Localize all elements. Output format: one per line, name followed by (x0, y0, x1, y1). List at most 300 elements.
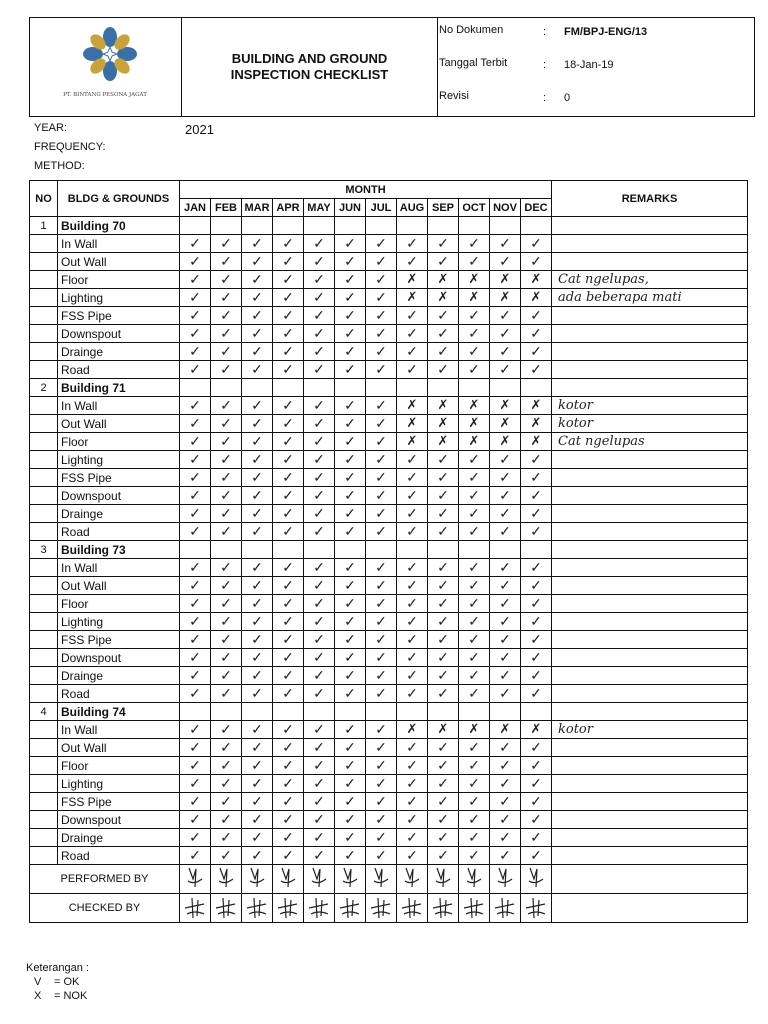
ok-check-mark: ✓ (273, 829, 304, 847)
ok-check-mark: ✓ (180, 793, 211, 811)
ok-check-mark: ✓ (428, 325, 459, 343)
month-header-jun: JUN (335, 199, 366, 217)
remark-text (552, 631, 748, 649)
ok-check-mark: ✓ (211, 649, 242, 667)
ok-check-mark: ✓ (521, 235, 552, 253)
ok-check-mark: ✓ (242, 739, 273, 757)
legend-ok-text: = OK (54, 976, 80, 988)
signature-scribble-icon (459, 865, 488, 890)
signature-cell (180, 865, 211, 894)
frequency-label: FREQUENCY: (34, 141, 106, 153)
ok-check-mark: ✓ (304, 577, 335, 595)
signature-scribble-icon (490, 894, 519, 919)
remark-text (552, 667, 748, 685)
ok-check-mark: ✓ (366, 361, 397, 379)
company-logo-cell (30, 18, 182, 116)
ok-check-mark: ✓ (211, 361, 242, 379)
ok-check-mark: ✓ (490, 793, 521, 811)
ok-check-mark: ✓ (304, 721, 335, 739)
ok-check-mark: ✓ (366, 289, 397, 307)
empty-month-cell (490, 541, 521, 559)
empty-month-cell (490, 379, 521, 397)
ok-check-mark: ✓ (242, 577, 273, 595)
performed-by-row (30, 865, 748, 894)
empty-no-cell (30, 667, 58, 685)
checklist-item-row (30, 307, 748, 325)
empty-month-cell (211, 541, 242, 559)
ok-check-mark: ✓ (180, 577, 211, 595)
checklist-item-row (30, 829, 748, 847)
building-name: Building 71 (58, 379, 180, 397)
ok-check-mark: ✓ (273, 523, 304, 541)
ok-check-mark: ✓ (490, 829, 521, 847)
ok-check-mark: ✓ (397, 253, 428, 271)
checklist-item-row (30, 289, 748, 307)
remark-text: Cat ngelupas, (552, 271, 748, 289)
checklist-item-row (30, 793, 748, 811)
ok-check-mark: ✓ (211, 595, 242, 613)
remark-text (552, 757, 748, 775)
ok-check-mark: ✓ (335, 739, 366, 757)
checklist-item-row (30, 469, 748, 487)
empty-month-cell (366, 379, 397, 397)
ok-check-mark: ✓ (335, 649, 366, 667)
ok-check-mark: ✓ (521, 307, 552, 325)
checklist-item-row (30, 631, 748, 649)
empty-month-cell (521, 217, 552, 235)
col-month-header: MONTH (180, 181, 552, 199)
ok-check-mark: ✓ (304, 469, 335, 487)
ok-check-mark: ✓ (242, 559, 273, 577)
ok-check-mark: ✓ (304, 307, 335, 325)
ok-check-mark: ✓ (459, 667, 490, 685)
legend-nok-text: = NOK (54, 990, 88, 1002)
item-name: Lighting (58, 289, 180, 307)
empty-no-cell (30, 631, 58, 649)
remark-text (552, 361, 748, 379)
ok-check-mark: ✓ (273, 847, 304, 865)
empty-no-cell (30, 811, 58, 829)
ok-check-mark: ✓ (397, 667, 428, 685)
ok-check-mark: ✓ (242, 469, 273, 487)
ok-check-mark: ✓ (366, 235, 397, 253)
ok-check-mark: ✓ (180, 433, 211, 451)
month-header-dec: DEC (521, 199, 552, 217)
empty-month-cell (242, 703, 273, 721)
ok-check-mark: ✓ (273, 667, 304, 685)
month-header-jan: JAN (180, 199, 211, 217)
ok-check-mark: ✓ (428, 667, 459, 685)
ok-check-mark: ✓ (397, 685, 428, 703)
empty-month-cell (521, 541, 552, 559)
signature-scribble-icon (180, 865, 209, 890)
building-number: 4 (30, 703, 58, 721)
ok-check-mark: ✓ (428, 775, 459, 793)
checklist-item-row (30, 523, 748, 541)
checklist-item-row (30, 415, 748, 433)
ok-check-mark: ✓ (304, 289, 335, 307)
nok-x-mark: ✗ (397, 397, 428, 415)
empty-month-cell (304, 379, 335, 397)
ok-check-mark: ✓ (304, 505, 335, 523)
ok-check-mark: ✓ (180, 649, 211, 667)
ok-check-mark: ✓ (273, 253, 304, 271)
ok-check-mark: ✓ (459, 559, 490, 577)
ok-check-mark: ✓ (211, 505, 242, 523)
empty-month-cell (521, 379, 552, 397)
item-name: Out Wall (58, 739, 180, 757)
checked-by-row (30, 894, 748, 923)
ok-check-mark: ✓ (304, 253, 335, 271)
ok-check-mark: ✓ (304, 613, 335, 631)
ok-check-mark: ✓ (211, 739, 242, 757)
ok-check-mark: ✓ (366, 757, 397, 775)
ok-check-mark: ✓ (459, 577, 490, 595)
revision-label: Revisi (439, 90, 469, 102)
ok-check-mark: ✓ (428, 559, 459, 577)
checklist-item-row (30, 343, 748, 361)
item-name: Lighting (58, 451, 180, 469)
ok-check-mark: ✓ (180, 469, 211, 487)
signature-cell (428, 894, 459, 923)
remark-text (552, 793, 748, 811)
ok-check-mark: ✓ (428, 235, 459, 253)
remarks-cell (552, 703, 748, 721)
ok-check-mark: ✓ (304, 775, 335, 793)
signature-cell (242, 894, 273, 923)
signature-scribble-icon (335, 894, 364, 919)
ok-check-mark: ✓ (490, 559, 521, 577)
ok-check-mark: ✓ (273, 595, 304, 613)
ok-check-mark: ✓ (521, 811, 552, 829)
ok-check-mark: ✓ (459, 685, 490, 703)
ok-check-mark: ✓ (242, 253, 273, 271)
building-row (30, 541, 748, 559)
ok-check-mark: ✓ (397, 613, 428, 631)
ok-check-mark: ✓ (459, 307, 490, 325)
ok-check-mark: ✓ (242, 775, 273, 793)
ok-check-mark: ✓ (366, 469, 397, 487)
ok-check-mark: ✓ (242, 451, 273, 469)
empty-no-cell (30, 433, 58, 451)
signature-cell (490, 894, 521, 923)
ok-check-mark: ✓ (459, 253, 490, 271)
building-name: Building 74 (58, 703, 180, 721)
ok-check-mark: ✓ (335, 325, 366, 343)
signature-scribble-icon (459, 894, 488, 919)
month-header-jul: JUL (366, 199, 397, 217)
ok-check-mark: ✓ (428, 829, 459, 847)
ok-check-mark: ✓ (521, 505, 552, 523)
checklist-item-row (30, 577, 748, 595)
ok-check-mark: ✓ (242, 397, 273, 415)
ok-check-mark: ✓ (366, 685, 397, 703)
ok-check-mark: ✓ (521, 757, 552, 775)
nok-x-mark: ✗ (521, 271, 552, 289)
item-name: Out Wall (58, 415, 180, 433)
checklist-item-row (30, 739, 748, 757)
remark-text (552, 829, 748, 847)
month-header-aug: AUG (397, 199, 428, 217)
checklist-item-row (30, 613, 748, 631)
empty-month-cell (273, 703, 304, 721)
ok-check-mark: ✓ (490, 325, 521, 343)
empty-month-cell (366, 703, 397, 721)
ok-check-mark: ✓ (180, 415, 211, 433)
ok-check-mark: ✓ (397, 631, 428, 649)
checklist-item-row (30, 775, 748, 793)
ok-check-mark: ✓ (366, 775, 397, 793)
ok-check-mark: ✓ (397, 487, 428, 505)
building-name: Building 73 (58, 541, 180, 559)
ok-check-mark: ✓ (211, 667, 242, 685)
ok-check-mark: ✓ (397, 829, 428, 847)
ok-check-mark: ✓ (521, 523, 552, 541)
ok-check-mark: ✓ (180, 757, 211, 775)
ok-check-mark: ✓ (211, 613, 242, 631)
ok-check-mark: ✓ (521, 829, 552, 847)
nok-x-mark: ✗ (459, 433, 490, 451)
ok-check-mark: ✓ (366, 721, 397, 739)
item-name: In Wall (58, 721, 180, 739)
ok-check-mark: ✓ (304, 595, 335, 613)
item-name: In Wall (58, 397, 180, 415)
col-remarks-header: REMARKS (552, 181, 748, 217)
ok-check-mark: ✓ (335, 847, 366, 865)
ok-check-mark: ✓ (211, 343, 242, 361)
ok-check-mark: ✓ (521, 739, 552, 757)
ok-check-mark: ✓ (397, 343, 428, 361)
ok-check-mark: ✓ (242, 307, 273, 325)
item-name: Downspout (58, 649, 180, 667)
ok-check-mark: ✓ (335, 757, 366, 775)
ok-check-mark: ✓ (490, 757, 521, 775)
empty-month-cell (428, 379, 459, 397)
ok-check-mark: ✓ (521, 451, 552, 469)
ok-check-mark: ✓ (459, 757, 490, 775)
ok-check-mark: ✓ (459, 523, 490, 541)
ok-check-mark: ✓ (335, 433, 366, 451)
performed-by-label: PERFORMED BY (30, 865, 180, 894)
company-name: PT. BINTANG PESONA JAGAT (63, 92, 147, 98)
signature-scribble-icon (273, 894, 302, 919)
empty-month-cell (242, 541, 273, 559)
ok-check-mark: ✓ (180, 361, 211, 379)
item-name: In Wall (58, 559, 180, 577)
ok-check-mark: ✓ (180, 775, 211, 793)
remarks-cell (552, 865, 748, 894)
ok-check-mark: ✓ (180, 721, 211, 739)
ok-check-mark: ✓ (459, 775, 490, 793)
signature-cell (521, 865, 552, 894)
empty-month-cell (242, 379, 273, 397)
empty-no-cell (30, 271, 58, 289)
ok-check-mark: ✓ (335, 397, 366, 415)
ok-check-mark: ✓ (366, 847, 397, 865)
ok-check-mark: ✓ (304, 361, 335, 379)
ok-check-mark: ✓ (521, 685, 552, 703)
ok-check-mark: ✓ (304, 487, 335, 505)
ok-check-mark: ✓ (490, 577, 521, 595)
item-name: Downspout (58, 487, 180, 505)
ok-check-mark: ✓ (335, 811, 366, 829)
ok-check-mark: ✓ (428, 811, 459, 829)
nok-x-mark: ✗ (397, 289, 428, 307)
ok-check-mark: ✓ (397, 235, 428, 253)
ok-check-mark: ✓ (273, 775, 304, 793)
ok-check-mark: ✓ (366, 739, 397, 757)
signature-cell (397, 894, 428, 923)
item-name: Drainge (58, 505, 180, 523)
item-name: Lighting (58, 775, 180, 793)
ok-check-mark: ✓ (521, 343, 552, 361)
signature-cell (428, 865, 459, 894)
ok-check-mark: ✓ (273, 757, 304, 775)
ok-check-mark: ✓ (335, 343, 366, 361)
ok-check-mark: ✓ (180, 829, 211, 847)
ok-check-mark: ✓ (459, 793, 490, 811)
ok-check-mark: ✓ (242, 829, 273, 847)
remark-text (552, 523, 748, 541)
signature-scribble-icon (273, 865, 302, 890)
ok-check-mark: ✓ (366, 577, 397, 595)
item-name: In Wall (58, 235, 180, 253)
ok-check-mark: ✓ (180, 289, 211, 307)
ok-check-mark: ✓ (211, 757, 242, 775)
ok-check-mark: ✓ (397, 757, 428, 775)
remark-text: kotor (552, 721, 748, 739)
ok-check-mark: ✓ (211, 559, 242, 577)
ok-check-mark: ✓ (211, 235, 242, 253)
ok-check-mark: ✓ (211, 415, 242, 433)
ok-check-mark: ✓ (397, 361, 428, 379)
ok-check-mark: ✓ (397, 595, 428, 613)
ok-check-mark: ✓ (273, 739, 304, 757)
ok-check-mark: ✓ (397, 307, 428, 325)
legend-ok-symbol: V (34, 976, 42, 988)
remark-text (552, 775, 748, 793)
colon: : (543, 26, 547, 38)
empty-no-cell (30, 343, 58, 361)
signature-scribble-icon (521, 865, 550, 890)
empty-no-cell (30, 361, 58, 379)
ok-check-mark: ✓ (273, 271, 304, 289)
month-header-nov: NOV (490, 199, 521, 217)
ok-check-mark: ✓ (459, 595, 490, 613)
ok-check-mark: ✓ (211, 271, 242, 289)
empty-no-cell (30, 847, 58, 865)
ok-check-mark: ✓ (366, 415, 397, 433)
col-bldg-header: BLDG & GROUNDS (58, 181, 180, 217)
remark-text (552, 595, 748, 613)
ok-check-mark: ✓ (490, 343, 521, 361)
ok-check-mark: ✓ (180, 685, 211, 703)
checklist-item-row (30, 685, 748, 703)
ok-check-mark: ✓ (211, 721, 242, 739)
item-name: Drainge (58, 667, 180, 685)
signature-cell (273, 865, 304, 894)
ok-check-mark: ✓ (242, 415, 273, 433)
signature-scribble-icon (521, 894, 550, 919)
signature-scribble-icon (211, 865, 240, 890)
ok-check-mark: ✓ (304, 559, 335, 577)
signature-scribble-icon (242, 865, 271, 890)
col-no-header: NO (30, 181, 58, 217)
remark-text (552, 739, 748, 757)
issue-date-label: Tanggal Terbit (439, 57, 508, 69)
ok-check-mark: ✓ (242, 631, 273, 649)
remarks-cell (552, 217, 748, 235)
ok-check-mark: ✓ (211, 631, 242, 649)
empty-month-cell (459, 541, 490, 559)
ok-check-mark: ✓ (335, 271, 366, 289)
ok-check-mark: ✓ (490, 307, 521, 325)
issue-date-value: 18-Jan-19 (564, 59, 614, 71)
ok-check-mark: ✓ (428, 361, 459, 379)
ok-check-mark: ✓ (273, 721, 304, 739)
item-name: FSS Pipe (58, 793, 180, 811)
ok-check-mark: ✓ (459, 631, 490, 649)
empty-month-cell (428, 541, 459, 559)
ok-check-mark: ✓ (180, 235, 211, 253)
signature-cell (366, 865, 397, 894)
ok-check-mark: ✓ (180, 325, 211, 343)
remark-text (552, 685, 748, 703)
ok-check-mark: ✓ (335, 829, 366, 847)
ok-check-mark: ✓ (211, 523, 242, 541)
ok-check-mark: ✓ (397, 505, 428, 523)
ok-check-mark: ✓ (397, 649, 428, 667)
signature-cell (180, 894, 211, 923)
ok-check-mark: ✓ (211, 469, 242, 487)
ok-check-mark: ✓ (459, 235, 490, 253)
ok-check-mark: ✓ (490, 253, 521, 271)
signature-scribble-icon (397, 865, 426, 890)
ok-check-mark: ✓ (366, 343, 397, 361)
ok-check-mark: ✓ (304, 235, 335, 253)
ok-check-mark: ✓ (304, 685, 335, 703)
month-header-mar: MAR (242, 199, 273, 217)
ok-check-mark: ✓ (397, 793, 428, 811)
checklist-item-row (30, 235, 748, 253)
ok-check-mark: ✓ (366, 595, 397, 613)
signature-scribble-icon (304, 894, 333, 919)
ok-check-mark: ✓ (304, 811, 335, 829)
ok-check-mark: ✓ (397, 811, 428, 829)
ok-check-mark: ✓ (273, 577, 304, 595)
empty-no-cell (30, 685, 58, 703)
ok-check-mark: ✓ (366, 613, 397, 631)
checklist-item-row (30, 433, 748, 451)
ok-check-mark: ✓ (180, 613, 211, 631)
empty-no-cell (30, 739, 58, 757)
doc-number-value: FM/BPJ-ENG/13 (564, 26, 648, 38)
ok-check-mark: ✓ (397, 559, 428, 577)
ok-check-mark: ✓ (242, 613, 273, 631)
ok-check-mark: ✓ (335, 451, 366, 469)
remark-text (552, 343, 748, 361)
remarks-cell (552, 379, 748, 397)
empty-month-cell (180, 541, 211, 559)
ok-check-mark: ✓ (459, 343, 490, 361)
nok-x-mark: ✗ (490, 415, 521, 433)
ok-check-mark: ✓ (304, 325, 335, 343)
ok-check-mark: ✓ (428, 757, 459, 775)
ok-check-mark: ✓ (304, 739, 335, 757)
remark-text (552, 325, 748, 343)
ok-check-mark: ✓ (211, 811, 242, 829)
signature-scribble-icon (304, 865, 333, 890)
